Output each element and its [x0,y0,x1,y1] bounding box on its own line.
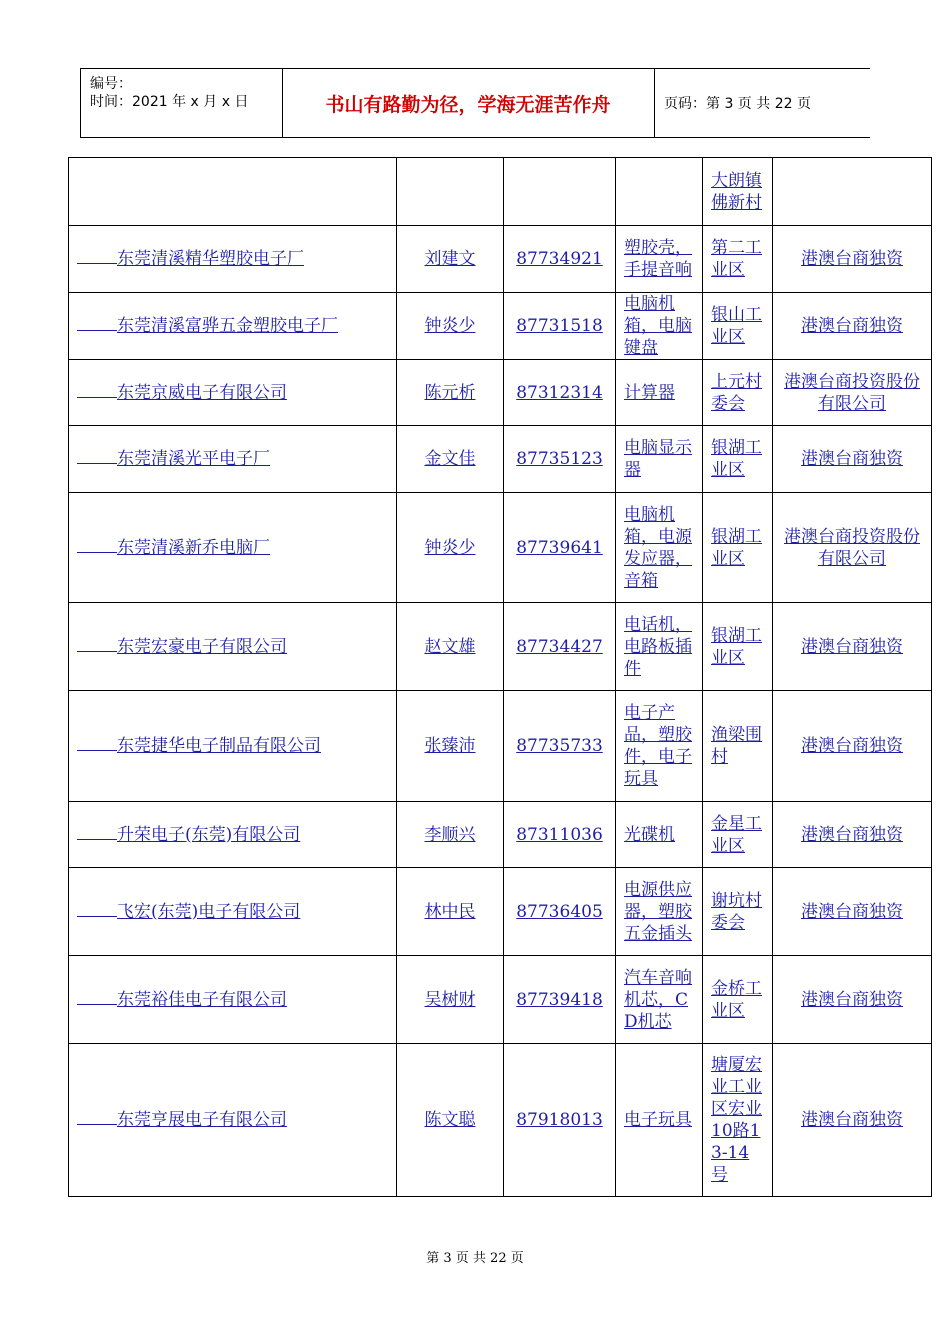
table-cell-type [773,956,932,1044]
phone-link[interactable]: 87739418 [516,989,603,1010]
product-link[interactable]: 计算器 [624,382,675,403]
phone-link[interactable]: 87736405 [516,901,603,922]
table-cell-product [616,956,703,1044]
link-indent [77,650,117,652]
table-cell-product [616,158,703,226]
link-indent [77,462,117,464]
contact-person-link[interactable]: 陈元析 [424,382,476,403]
contact-person-link[interactable]: 陈文聪 [424,1110,476,1130]
table-cell-name [69,956,397,1044]
table-cell-type [773,226,932,293]
table-cell-person [397,956,504,1044]
table-cell-person [397,691,504,802]
table-cell-address [703,293,773,360]
table-cell-phone [504,802,616,868]
company-name-link[interactable]: 东莞清溪光平电子厂 [117,449,270,469]
table-cell-product [616,1044,703,1197]
contact-person-link[interactable]: 刘建文 [424,249,476,269]
product-link[interactable]: 电子产品，塑胶件，电子玩具 [624,703,692,789]
address-link[interactable]: 第二工业区 [711,238,762,280]
table-cell-address [703,868,773,956]
company-type-link[interactable]: 港澳台商独资 [801,824,903,845]
link-indent [77,329,117,331]
table-cell-address [703,226,773,293]
table-cell-address [703,426,773,493]
contact-person-link[interactable]: 林中民 [424,901,476,922]
table-cell-phone [504,493,616,603]
table-cell-type [773,691,932,802]
company-name-link[interactable]: 东莞清溪新乔电脑厂 [117,537,270,558]
table-cell-name [69,493,397,603]
company-type-link[interactable]: 港澳台商独资 [801,901,903,922]
table-row [69,1044,932,1197]
company-type-link[interactable]: 港澳台商独资 [801,736,903,756]
page-footer: 第 3 页 共 22 页 [426,1251,524,1266]
address-link[interactable]: 银湖工业区 [711,625,762,668]
table-cell-name [69,802,397,868]
table-cell-product [616,691,703,802]
table-row [69,802,932,868]
company-name-link[interactable]: 东莞京威电子有限公司 [117,382,287,403]
table-cell-type [773,868,932,956]
link-indent [77,396,117,398]
table-row [69,691,932,802]
company-type-link[interactable]: 港澳台商独资 [801,1110,903,1130]
table-cell-name [69,226,397,293]
link-indent [77,551,117,553]
address-link[interactable]: 上元村委会 [711,371,762,414]
table-cell-name [69,1044,397,1197]
table-cell-name [69,603,397,691]
table-row [69,158,932,226]
table-cell-phone [504,426,616,493]
table-row [69,603,932,691]
contact-person-link[interactable]: 张臻沛 [424,736,476,756]
contact-person-link[interactable]: 金文佳 [424,449,476,469]
contact-person-link[interactable]: 钟炎少 [424,316,476,336]
table-cell-type [773,158,932,226]
product-link[interactable]: 塑胶壳，手提音响 [624,238,692,280]
address-link[interactable]: 渔梁围村 [711,725,762,767]
table-cell-person [397,426,504,493]
table-cell-person [397,360,504,426]
contact-person-link[interactable]: 李顺兴 [424,824,476,845]
link-indent [77,262,117,264]
table-body [69,158,932,1197]
table-cell-phone [504,1044,616,1197]
company-table [68,157,932,1197]
table-cell-phone [504,158,616,226]
table-cell-name [69,426,397,493]
company-name-link[interactable]: 升荣电子(东莞)有限公司 [117,824,301,845]
motto: 书山有路勤为径，学海无涯苦作舟 [282,69,655,137]
table-cell-person [397,1044,504,1197]
address-link[interactable]: 大朗镇佛新村 [711,170,762,213]
product-link[interactable]: 电话机，电路板插件 [624,614,692,679]
company-type-link[interactable]: 港澳台商独资 [801,636,903,657]
table-cell-person [397,293,504,360]
company-name-link[interactable]: 东莞清溪精华塑胶电子厂 [117,249,304,269]
table-row [69,360,932,426]
table-cell-address [703,956,773,1044]
table-cell-phone [504,360,616,426]
table-cell-person [397,603,504,691]
phone-link[interactable]: 87735123 [516,449,603,469]
table-cell-address [703,1044,773,1197]
table-cell-product [616,360,703,426]
table-cell-product [616,293,703,360]
link-indent [77,749,117,751]
header-meta-cell [80,69,283,137]
contact-person-link[interactable]: 吴树财 [424,989,476,1010]
company-type-link[interactable]: 港澳台商独资 [801,989,903,1010]
table-cell-type [773,802,932,868]
table-cell-name [69,691,397,802]
table-cell-person [397,226,504,293]
table-cell-address [703,802,773,868]
address-link[interactable]: 银湖工业区 [711,438,762,480]
table-cell-phone [504,868,616,956]
product-link[interactable]: 电脑机箱，电源发应器，音箱 [624,504,692,591]
table-row [69,493,932,603]
table-cell-type [773,426,932,493]
link-indent [77,915,117,917]
table-cell-product [616,426,703,493]
address-link[interactable]: 银湖工业区 [711,526,762,569]
product-link[interactable]: 电脑机箱，电脑键盘 [624,294,692,358]
company-name-link[interactable]: 东莞捷华电子制品有限公司 [117,736,321,756]
table-cell-address [703,493,773,603]
table-row [69,868,932,956]
contact-person-link[interactable]: 赵文雄 [424,636,476,657]
table-cell-type [773,603,932,691]
time-label: 时间：2021 年 x 月 x 日 [90,94,249,110]
phone-link[interactable]: 87734921 [516,249,603,269]
table-cell-person [397,493,504,603]
table-cell-type [773,360,932,426]
address-link[interactable]: 金星工业区 [711,813,762,856]
link-indent [77,838,117,840]
table-row [69,293,932,360]
address-link[interactable]: 银山工业区 [711,305,762,347]
company-type-link[interactable]: 港澳台商独资 [801,316,903,336]
table-cell-type [773,493,932,603]
table-cell-phone [504,691,616,802]
table-cell-name [69,360,397,426]
table-row [69,426,932,493]
company-name-link[interactable]: 东莞裕佳电子有限公司 [117,989,287,1010]
address-link[interactable]: 谢坑村委会 [711,890,762,933]
contact-person-link[interactable]: 钟炎少 [424,537,476,558]
company-type-link[interactable]: 港澳台商投资股份有限公司 [784,371,920,414]
phone-link[interactable]: 87918013 [516,1110,603,1130]
phone-link[interactable]: 87311036 [516,824,603,845]
company-name-link[interactable]: 东莞宏豪电子有限公司 [117,636,287,657]
company-type-link[interactable]: 港澳台商独资 [801,449,903,469]
table-cell-phone [504,293,616,360]
table-cell-address [703,691,773,802]
table-cell-address [703,603,773,691]
product-link[interactable]: 电源供应器，塑胶五金插头 [624,879,692,944]
table-cell-phone [504,956,616,1044]
table-cell-product [616,226,703,293]
page-indicator: 页码：第 3 页 共 22 页 [664,96,811,112]
company-name-link[interactable]: 东莞清溪富骅五金塑胶电子厂 [117,316,338,336]
table-cell-phone [504,603,616,691]
product-link[interactable]: 光碟机 [624,824,675,845]
link-indent [77,1123,117,1125]
company-name-link[interactable]: 东莞亨展电子有限公司 [117,1110,287,1130]
table-cell-type [773,293,932,360]
table-row [69,956,932,1044]
table-cell-product [616,493,703,603]
table-cell-person [397,868,504,956]
product-link[interactable]: 电子玩具 [624,1110,692,1130]
phone-link[interactable]: 87312314 [516,382,603,403]
table-cell-product [616,802,703,868]
table-cell-type [773,1044,932,1197]
phone-link[interactable]: 87731518 [516,316,603,336]
table-cell-name [69,293,397,360]
number-label: 编号： [90,76,132,92]
table-cell-product [616,868,703,956]
table-row [69,226,932,293]
company-name-link[interactable]: 飞宏(东莞)电子有限公司 [117,901,301,922]
table-cell-address [703,158,773,226]
phone-link[interactable]: 87735733 [516,736,603,756]
table-cell-person [397,158,504,226]
table-cell-name [69,158,397,226]
page-header [80,68,870,138]
product-link[interactable]: 电脑显示器 [624,438,692,480]
table-cell-product [616,603,703,691]
company-type-link[interactable]: 港澳台商独资 [801,249,903,269]
company-type-link[interactable]: 港澳台商投资股份有限公司 [784,526,920,569]
table-cell-person [397,802,504,868]
link-indent [77,1003,117,1005]
table-cell-phone [504,226,616,293]
table-cell-name [69,868,397,956]
table-cell-address [703,360,773,426]
phone-link[interactable]: 87739641 [516,537,603,558]
phone-link[interactable]: 87734427 [516,636,603,657]
address-link[interactable]: 塘厦宏业工业区宏业10路13-14号 [711,1055,762,1185]
product-link[interactable]: 汽车音响机芯，CD机芯 [624,967,692,1032]
address-link[interactable]: 金桥工业区 [711,978,762,1021]
